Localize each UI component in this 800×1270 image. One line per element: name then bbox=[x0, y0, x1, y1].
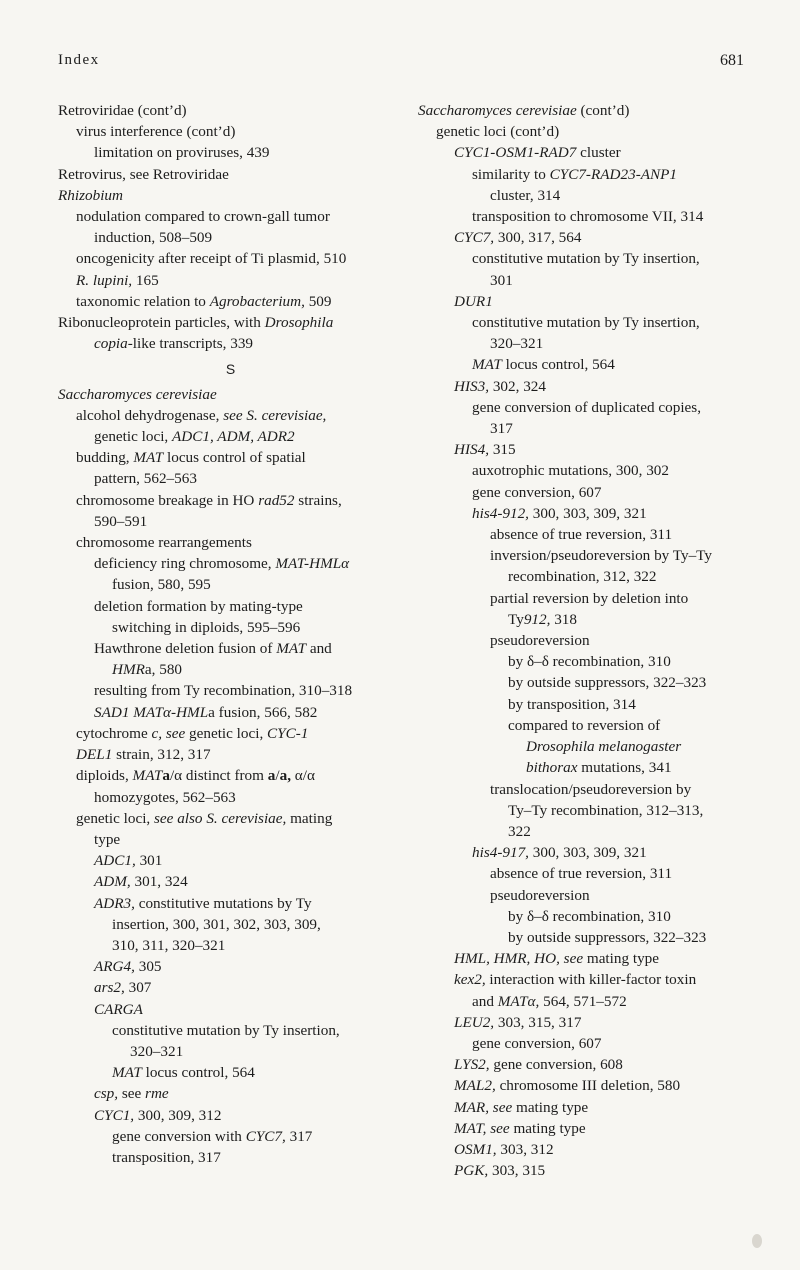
index-entry bbox=[58, 553, 403, 574]
entry-text: CYC7, bbox=[454, 229, 495, 247]
index-entry bbox=[58, 426, 403, 447]
entry-text: R. lupini, bbox=[76, 271, 133, 289]
index-entry bbox=[58, 490, 403, 511]
entry-text: pattern, 562–563 bbox=[94, 470, 197, 488]
index-entry bbox=[418, 863, 763, 884]
entry-text: taxonomic relation to bbox=[76, 292, 210, 310]
index-entry bbox=[58, 893, 403, 914]
index-entry bbox=[418, 460, 763, 481]
entry-text: 320–321 bbox=[130, 1042, 184, 1060]
entry-text: transposition, 317 bbox=[112, 1148, 221, 1166]
entry-text: insertion, 300, 301, 302, 303, 309, bbox=[112, 915, 321, 933]
index-entry bbox=[58, 765, 403, 786]
index-entry bbox=[58, 617, 403, 638]
index-entry bbox=[418, 312, 763, 333]
index-entry bbox=[418, 142, 763, 163]
index-entry bbox=[418, 503, 763, 524]
entry-text: MAR, see bbox=[454, 1098, 513, 1116]
index-entry bbox=[58, 312, 403, 333]
entry-text: HMR bbox=[112, 661, 145, 679]
entry-text: 303, 315 bbox=[488, 1162, 546, 1180]
entry-text: chromosome III deletion, 580 bbox=[495, 1077, 681, 1095]
index-entry bbox=[58, 248, 403, 269]
entry-text: DUR1 bbox=[454, 292, 493, 310]
entry-text: Rhizobium bbox=[58, 186, 123, 204]
entry-text: Drosophila melanogaster bbox=[526, 738, 682, 756]
entry-text: 509 bbox=[304, 292, 332, 310]
entry-text: limitation on proviruses, 439 bbox=[94, 144, 270, 162]
entry-text: Retrovirus, see Retroviridae bbox=[58, 165, 229, 183]
entry-text: and bbox=[472, 992, 498, 1010]
index-entry bbox=[418, 1012, 763, 1033]
index-entry bbox=[418, 524, 763, 545]
entry-text: see bbox=[118, 1085, 146, 1103]
entry-text: LYS2, bbox=[454, 1056, 490, 1074]
entry-text: gene conversion, 608 bbox=[489, 1056, 623, 1074]
entry-text: inversion/pseudoreversion by Ty–Ty bbox=[490, 547, 712, 565]
entry-text: bithorax bbox=[526, 759, 578, 777]
entry-text: pseudoreversion bbox=[490, 886, 590, 904]
entry-text: by outside suppressors, 322–323 bbox=[508, 928, 707, 946]
entry-text: constitutive mutation by Ty insertion, bbox=[472, 314, 700, 332]
entry-text: HML, HMR, HO, see bbox=[454, 950, 584, 968]
index-entry bbox=[58, 468, 403, 489]
entry-text: DEL1 bbox=[76, 746, 113, 764]
entry-text: CARGA bbox=[94, 1000, 143, 1018]
entry-text: 317 bbox=[490, 420, 513, 438]
index-entry bbox=[58, 744, 403, 765]
entry-text: 300, 317, 564 bbox=[494, 229, 582, 247]
index-entry bbox=[58, 1126, 403, 1147]
index-entry bbox=[418, 227, 763, 248]
entry-text: ADR3, bbox=[94, 894, 135, 912]
entry-text: a, 580 bbox=[144, 661, 183, 679]
index-entry bbox=[58, 787, 403, 808]
index-entry bbox=[418, 248, 763, 269]
entry-text: rme bbox=[145, 1085, 169, 1103]
index-entry bbox=[58, 1062, 403, 1083]
index-entry bbox=[418, 630, 763, 651]
entry-text: 303, 315, 317 bbox=[494, 1013, 582, 1031]
index-entry bbox=[418, 821, 763, 842]
entry-text: 165 bbox=[132, 271, 159, 289]
entry-text: 300, 303, 309, 321 bbox=[528, 504, 647, 522]
entry-text: rad52 bbox=[258, 491, 295, 509]
entry-text: 322 bbox=[508, 822, 531, 840]
entry-text: SAD1 MATα-HML bbox=[94, 703, 209, 721]
entry-text: absence of true reversion, 311 bbox=[490, 526, 673, 544]
index-entry bbox=[418, 1160, 763, 1181]
entry-text: Hawthrone deletion fusion of bbox=[94, 640, 277, 658]
entry-text: constitutive mutations by Ty bbox=[134, 894, 312, 912]
index-entry bbox=[58, 829, 403, 850]
entry-text: locus control, 564 bbox=[141, 1064, 255, 1082]
entry-text: MAT bbox=[472, 356, 502, 374]
index-entry bbox=[58, 142, 403, 163]
entry-text: -like transcripts, 339 bbox=[127, 335, 254, 353]
entry-text: MAT bbox=[133, 449, 164, 467]
index-entry bbox=[418, 906, 763, 927]
entry-text: 303, 312 bbox=[496, 1140, 554, 1158]
entry-text: genetic loci, bbox=[76, 809, 155, 827]
entry-text: by δ–δ recombination, 310 bbox=[508, 653, 671, 671]
entry-text: (cont’d) bbox=[576, 102, 630, 119]
index-entry bbox=[58, 206, 403, 227]
index-entry bbox=[58, 574, 403, 595]
index-entry bbox=[418, 397, 763, 418]
index-entry bbox=[418, 545, 763, 566]
entry-text: recombination, 312, 322 bbox=[508, 568, 657, 586]
index-entry bbox=[58, 270, 403, 291]
entry-text: MAT-HMLα bbox=[275, 555, 350, 573]
index-entry bbox=[58, 185, 403, 206]
running-header bbox=[58, 52, 744, 76]
index-entry bbox=[418, 842, 763, 863]
entry-text: virus interference (cont’d) bbox=[76, 123, 236, 141]
entry-text: MAT bbox=[112, 1064, 142, 1082]
entry-text: a, bbox=[279, 767, 291, 785]
entry-text: budding, bbox=[76, 449, 134, 467]
entry-text: 564, 571–572 bbox=[539, 992, 627, 1010]
entry-text: MAL2, bbox=[454, 1077, 496, 1095]
entry-text: 305 bbox=[134, 958, 162, 976]
section-letter: S bbox=[225, 361, 236, 378]
index-entry bbox=[418, 291, 763, 312]
entry-text: cluster bbox=[576, 144, 621, 162]
index-entry bbox=[58, 659, 403, 680]
entry-text: nodulation compared to crown-gall tumor bbox=[76, 208, 330, 226]
entry-text: 302, 324 bbox=[489, 377, 546, 395]
entry-text: 317 bbox=[285, 1127, 313, 1145]
entry-text: oncogenicity after receipt of Ti plasmid, 510 bbox=[76, 250, 347, 268]
entry-text: by transposition, 314 bbox=[508, 695, 636, 713]
index-entry bbox=[418, 1054, 763, 1075]
entry-text: pseudoreversion bbox=[490, 632, 590, 650]
entry-text: copia bbox=[94, 335, 128, 353]
entry-text: csp, bbox=[94, 1085, 119, 1103]
entry-text: ADC1, ADM, ADR2 bbox=[172, 428, 295, 446]
entry-text: homozygotes, 562–563 bbox=[94, 788, 236, 806]
page-number: 681 bbox=[720, 52, 744, 69]
entry-text: constitutive mutation by Ty insertion, bbox=[472, 250, 700, 268]
index-entry bbox=[58, 596, 403, 617]
entry-text: chromosome breakage in HO bbox=[76, 491, 259, 509]
entry-text: a bbox=[267, 767, 276, 785]
entry-text: mutations, 341 bbox=[577, 759, 672, 777]
entry-text: / bbox=[275, 767, 280, 785]
entry-text: deficiency ring chromosome, bbox=[94, 555, 276, 573]
entry-text: CYC1-OSM1-RAD7 bbox=[454, 144, 577, 162]
entry-text: gene conversion, 607 bbox=[472, 483, 602, 501]
entry-text: cluster, 314 bbox=[490, 186, 561, 204]
entry-text: PGK, bbox=[454, 1162, 489, 1180]
index-entry bbox=[58, 1147, 403, 1168]
entry-text: gene conversion with bbox=[112, 1127, 246, 1145]
index-entry bbox=[418, 1139, 763, 1160]
index-entry bbox=[58, 227, 403, 248]
index-entry bbox=[58, 723, 403, 744]
index-entry bbox=[58, 808, 403, 829]
entry-text: α/α bbox=[290, 767, 315, 785]
index-entry bbox=[418, 885, 763, 906]
entry-text: a fusion, 566, 582 bbox=[208, 703, 318, 721]
index-entry bbox=[58, 405, 403, 426]
entry-text: MAT, see bbox=[454, 1119, 510, 1137]
index-entry bbox=[418, 694, 763, 715]
entry-text: gene conversion of duplicated copies, bbox=[472, 398, 701, 416]
entry-text: CYC-1 bbox=[267, 724, 309, 742]
index-entry bbox=[58, 871, 403, 892]
index-entry bbox=[58, 935, 403, 956]
entry-text: 912, bbox=[523, 610, 551, 628]
index-entry bbox=[58, 1105, 403, 1126]
entry-text: Drosophila bbox=[264, 314, 334, 332]
entry-text: CYC7-RAD23-ANP1 bbox=[549, 165, 678, 183]
entry-text: mating type bbox=[509, 1119, 586, 1137]
entry-text: locus control, 564 bbox=[501, 356, 615, 374]
entry-text: and bbox=[306, 640, 332, 658]
index-entry bbox=[418, 715, 763, 736]
entry-text: translocation/pseudoreversion by bbox=[490, 780, 692, 798]
entry-text: cytochrome bbox=[76, 724, 152, 742]
entry-text: strain, 312, 317 bbox=[112, 746, 211, 764]
index-entry bbox=[58, 1041, 403, 1062]
index-entry bbox=[58, 999, 403, 1020]
index-entry bbox=[58, 291, 403, 312]
index-column-right bbox=[418, 100, 763, 1181]
entry-text: by outside suppressors, 322–323 bbox=[508, 674, 707, 692]
index-entry bbox=[418, 418, 763, 439]
index-entry bbox=[58, 121, 403, 142]
index-entry bbox=[418, 121, 763, 142]
index-entry bbox=[58, 914, 403, 935]
index-entry bbox=[418, 164, 763, 185]
entry-text: HIS4, bbox=[454, 441, 490, 459]
entry-text: 310, 311, 320–321 bbox=[112, 936, 226, 954]
entry-text: induction, 508–509 bbox=[94, 229, 213, 247]
index-entry bbox=[418, 1118, 763, 1139]
entry-text: fusion, 580, 595 bbox=[112, 576, 211, 594]
entry-text: gene conversion, 607 bbox=[472, 1034, 602, 1052]
entry-text: 315 bbox=[489, 441, 516, 459]
index-entry bbox=[418, 800, 763, 821]
index-entry bbox=[418, 672, 763, 693]
index-entry bbox=[418, 927, 763, 948]
index-entry bbox=[58, 333, 403, 354]
index-entry bbox=[418, 270, 763, 291]
entry-text: locus control of spatial bbox=[163, 449, 306, 467]
entry-text: type bbox=[94, 830, 121, 848]
index-entry bbox=[418, 439, 763, 460]
index-entry bbox=[58, 702, 403, 723]
entry-text: his4-912, bbox=[472, 504, 529, 522]
index-entry bbox=[418, 991, 763, 1012]
index-entry bbox=[418, 1097, 763, 1118]
entry-text: kex2, bbox=[454, 971, 486, 989]
entry-text: see S. cerevisiae, bbox=[223, 406, 327, 424]
entry-text: strains, bbox=[294, 491, 342, 509]
index-entry bbox=[418, 588, 763, 609]
entry-text: Saccharomyces cerevisiae bbox=[418, 102, 577, 119]
index-entry bbox=[418, 482, 763, 503]
index-entry bbox=[58, 100, 403, 121]
entry-text: chromosome rearrangements bbox=[76, 534, 252, 552]
entry-text: constitutive mutation by Ty insertion, bbox=[112, 1021, 340, 1039]
entry-text: /α distinct from bbox=[169, 767, 268, 785]
entry-text: MATα, bbox=[497, 992, 540, 1010]
entry-text: genetic loci (cont’d) bbox=[436, 123, 560, 141]
index-entry bbox=[418, 651, 763, 672]
entry-text: ars2, bbox=[94, 979, 125, 997]
entry-text: partial reversion by deletion into bbox=[490, 589, 689, 607]
index-entry bbox=[58, 850, 403, 871]
entry-text: Ty–Ty recombination, 312–313, bbox=[508, 801, 704, 819]
index-entry bbox=[418, 206, 763, 227]
entry-text: alcohol dehydrogenase, bbox=[76, 406, 224, 424]
index-entry bbox=[418, 185, 763, 206]
entry-text: Ty bbox=[508, 610, 524, 628]
index-entry bbox=[418, 1075, 763, 1096]
entry-text: genetic loci, bbox=[94, 428, 173, 446]
entry-text: Ribonucleoprotein particles, with bbox=[58, 314, 265, 332]
index-entry bbox=[58, 638, 403, 659]
paper-speck bbox=[752, 1234, 762, 1248]
entry-text: LEU2, bbox=[454, 1013, 495, 1031]
entry-text: diploids, bbox=[76, 767, 133, 785]
index-entry bbox=[418, 333, 763, 354]
entry-text: absence of true reversion, 311 bbox=[490, 865, 673, 883]
index-entry bbox=[58, 680, 403, 701]
entry-text: OSM1, bbox=[454, 1140, 497, 1158]
entry-text: mating bbox=[286, 809, 333, 827]
entry-text: mating type bbox=[583, 950, 660, 968]
entry-text: auxotrophic mutations, 300, 302 bbox=[472, 462, 669, 480]
entry-text: CYC7, bbox=[245, 1127, 286, 1145]
entry-text: 301 bbox=[135, 852, 163, 870]
index-entry bbox=[418, 354, 763, 375]
index-entry bbox=[58, 164, 403, 185]
entry-text: a bbox=[162, 767, 170, 785]
entry-text: ARG4, bbox=[94, 958, 135, 976]
entry-text: compared to reversion of bbox=[508, 716, 661, 734]
index-entry bbox=[58, 532, 403, 553]
entry-text: 300, 303, 309, 321 bbox=[528, 844, 647, 862]
index-entry bbox=[418, 566, 763, 587]
entry-text: 307 bbox=[124, 979, 152, 997]
entry-text: c, see bbox=[151, 724, 186, 742]
entry-text: MAT bbox=[132, 767, 163, 785]
index-entry bbox=[58, 956, 403, 977]
entry-text: transposition to chromosome VII, 314 bbox=[472, 208, 704, 226]
entry-text: his4-917, bbox=[472, 844, 529, 862]
entry-text: 320–321 bbox=[490, 335, 544, 353]
entry-text: 301 bbox=[490, 271, 513, 289]
index-column-left bbox=[58, 100, 403, 1168]
entry-text: 318 bbox=[550, 610, 577, 628]
index-entry bbox=[418, 100, 763, 121]
entry-text: ADC1, bbox=[94, 852, 136, 870]
entry-text: deletion formation by mating-type bbox=[94, 597, 303, 615]
index-entry bbox=[58, 1020, 403, 1041]
entry-text: genetic loci, bbox=[185, 724, 268, 742]
index-entry bbox=[418, 969, 763, 990]
entry-text: 301, 324 bbox=[130, 873, 188, 891]
index-entry bbox=[418, 376, 763, 397]
entry-text: CYC1, bbox=[94, 1106, 135, 1124]
entry-text: resulting from Ty recombination, 310–318 bbox=[94, 682, 353, 700]
entry-text: Retroviridae (cont’d) bbox=[58, 102, 187, 119]
index-entry bbox=[58, 447, 403, 468]
entry-text: see also S. cerevisiae, bbox=[154, 809, 287, 827]
entry-text: switching in diploids, 595–596 bbox=[112, 618, 301, 636]
entry-text: interaction with killer-factor toxin bbox=[485, 971, 697, 989]
index-entry bbox=[58, 511, 403, 532]
index-entry bbox=[418, 736, 763, 757]
entry-text: Agrobacterium, bbox=[209, 292, 305, 310]
entry-text: similarity to bbox=[472, 165, 550, 183]
entry-text: 300, 309, 312 bbox=[134, 1106, 222, 1124]
index-entry bbox=[418, 609, 763, 630]
entry-text: by δ–δ recombination, 310 bbox=[508, 907, 671, 925]
entry-text: 590–591 bbox=[94, 512, 148, 530]
entry-text: MAT bbox=[276, 640, 307, 658]
index-entry bbox=[418, 948, 763, 969]
entry-text: HIS3, bbox=[454, 377, 490, 395]
index-entry bbox=[58, 384, 403, 405]
entry-text: mating type bbox=[512, 1098, 589, 1116]
index-entry bbox=[418, 757, 763, 778]
entry-text: ADM, bbox=[94, 873, 131, 891]
running-head-title: Index bbox=[58, 52, 100, 68]
index-entry bbox=[58, 1083, 403, 1104]
entry-text: Saccharomyces cerevisiae bbox=[58, 385, 217, 403]
index-entry bbox=[58, 977, 403, 998]
index-entry bbox=[418, 1033, 763, 1054]
index-entry bbox=[418, 779, 763, 800]
